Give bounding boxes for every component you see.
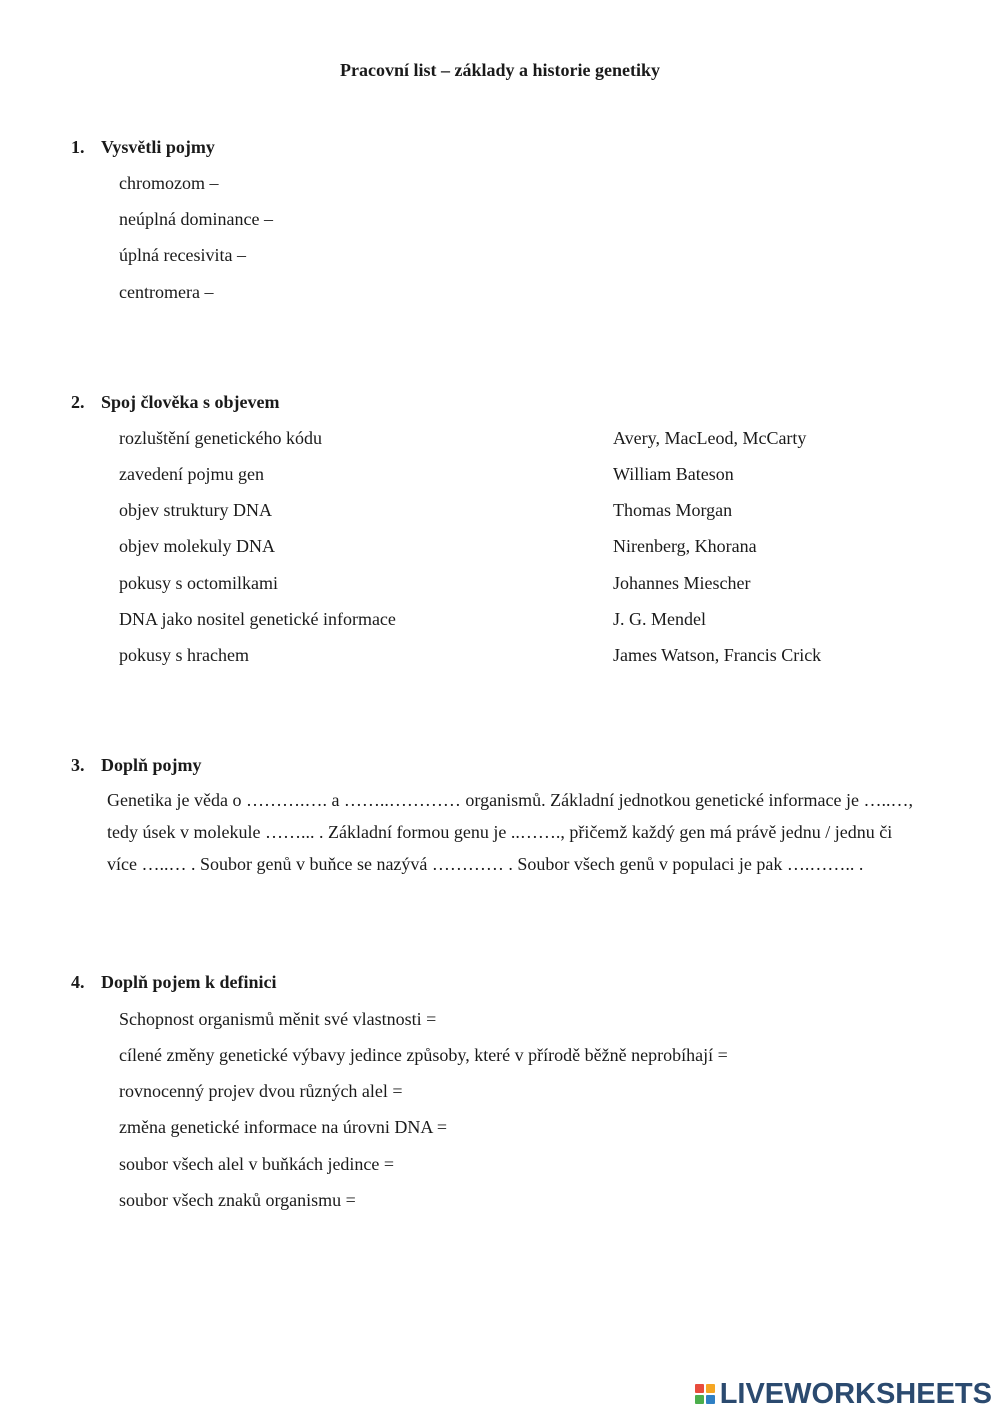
- section-3-number: 3.: [71, 755, 85, 775]
- scientist-item: J. G. Mendel: [613, 609, 706, 629]
- definition-item: změna genetické informace na úrovni DNA =: [119, 1117, 448, 1137]
- logo-block: [706, 1384, 715, 1393]
- discovery-item: pokusy s hrachem: [119, 645, 249, 665]
- section-3-heading: [71, 755, 202, 776]
- section-4-title: Doplň pojem k definici: [101, 972, 277, 992]
- section-2-number: 2.: [71, 392, 85, 412]
- section-2-title: Spoj člověka s objevem: [101, 392, 280, 412]
- discovery-item: rozluštění genetického kódu: [119, 428, 322, 448]
- logo-blocks-icon: [695, 1384, 715, 1404]
- definition-item: rovnocenný projev dvou různých alel =: [119, 1081, 403, 1101]
- fill-in-paragraph-line: více …..… . Soubor genů v buňce se nazývá ………… . Soubor všech genů v populaci je pak ….…….. .: [107, 854, 864, 874]
- logo-block: [695, 1395, 704, 1404]
- scientist-item: James Watson, Francis Crick: [613, 645, 822, 665]
- definition-item: soubor všech znaků organismu =: [119, 1190, 356, 1210]
- definition-item: soubor všech alel v buňkách jedince =: [119, 1154, 395, 1174]
- term-item: neúplná dominance –: [119, 209, 273, 229]
- scientist-item: Thomas Morgan: [613, 500, 733, 520]
- fill-in-paragraph-line: Genetika je věda o ……….…. a ……..………… organismů. Základní jednotkou genetické informace je …..…,: [107, 790, 913, 810]
- scientist-item: William Bateson: [613, 464, 734, 484]
- definition-item: Schopnost organismů měnit své vlastnosti =: [119, 1009, 437, 1029]
- section-1-heading: [71, 137, 215, 158]
- scientist-item: Nirenberg, Khorana: [613, 536, 757, 556]
- logo-block: [695, 1384, 704, 1393]
- section-4-number: 4.: [71, 972, 85, 992]
- liveworksheets-logo: [695, 1374, 992, 1414]
- term-item: úplná recesivita –: [119, 245, 246, 265]
- discovery-item: pokusy s octomilkami: [119, 573, 278, 593]
- logo-text: LIVEWORKSHEETS: [719, 1377, 992, 1410]
- section-2-heading: [71, 392, 280, 413]
- term-item: chromozom –: [119, 173, 219, 193]
- discovery-item: objev struktury DNA: [119, 500, 272, 520]
- logo-block: [706, 1395, 715, 1404]
- page-title: Pracovní list – základy a historie genetiky: [340, 60, 660, 80]
- discovery-item: objev molekuly DNA: [119, 536, 275, 556]
- definition-item: cílené změny genetické výbavy jedince způsoby, které v přírodě běžně neprobíhají =: [119, 1045, 728, 1065]
- discovery-item: zavedení pojmu gen: [119, 464, 264, 484]
- section-3-title: Doplň pojmy: [101, 755, 202, 775]
- section-1-number: 1.: [71, 137, 85, 157]
- fill-in-paragraph-line: tedy úsek v molekule ……... . Základní formou genu je ..……., přičemž každý gen má právě jednu / jednu či: [107, 822, 893, 842]
- term-item: centromera –: [119, 282, 214, 302]
- scientist-item: Avery, MacLeod, McCarty: [613, 428, 807, 448]
- section-4-heading: [71, 972, 277, 993]
- section-1-title: Vysvětli pojmy: [101, 137, 215, 157]
- scientist-item: Johannes Miescher: [613, 573, 751, 593]
- discovery-item: DNA jako nositel genetické informace: [119, 609, 396, 629]
